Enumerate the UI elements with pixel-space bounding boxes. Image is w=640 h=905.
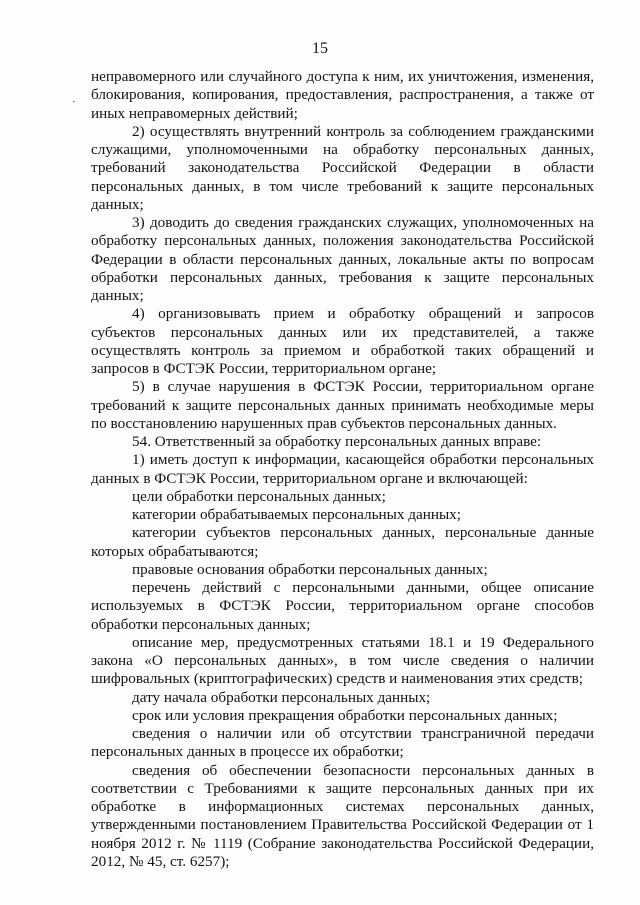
scan-mark-icon: ⋅	[72, 97, 76, 108]
list-item-data-categories: категории обрабатываемых персональных данных;	[132, 506, 461, 523]
list-item-termination: срок или условия прекращения обработки персональных данных;	[132, 706, 558, 724]
paragraph-continuation: неправомерного или случайного доступа к ним, их уничтожения, изменения, блокирования, копирования, предоставления, распространения, а также от иных неправомерных действий;	[91, 68, 594, 122]
paragraph-item-3: 3) доводить до сведения гражданских служащих, уполномоченных на обработку персональных данных, положения законодательства Российской Федерации в области персональных данных, локальные акты по вопросам обработки персональных данных, требования к защите персональных данных;	[91, 214, 594, 304]
document-body	[91, 68, 594, 871]
list-item-purposes: цели обработки персональных данных;	[132, 487, 386, 505]
list-item-start-date: дату начала обработки персональных данных;	[132, 688, 431, 706]
list-item-actions: перечень действий с персональными данными, общее описание используемых в ФСТЭК России, территориальном органе способов обработки персональных данных;	[91, 579, 594, 633]
list-item-measures: описание мер, предусмотренных статьями 18.1 и 19 Федерального закона «О персональных данных», в том числе сведения о наличии шифровальных (криптографических) средств и наименования этих средств;	[91, 633, 594, 688]
paragraph-item-4: 4) организовывать прием и обработку обращений и запросов субъектов персональных данных или их представителей, а также осуществлять контроль за приемом и обработкой таких обращений и запросов в ФСТЭК России, территориальном органе;	[91, 305, 594, 377]
list-item-security: сведения об обеспечении безопасности персональных данных в соответствии с Требованиями к защите персональных данных при их обработке в информационных системах персональных данных, утвержденными постановлением Правительства Российской Федерации от 1 ноября 2012 г. № 1119 (Собрание законодательства Российской Федерации, 2012, № 45, ст. 6257);	[91, 761, 594, 870]
page-number: 15	[312, 40, 328, 57]
paragraph-item-2: 2) осуществлять внутренний контроль за соблюдением гражданскими служащими, уполномоченными на обработку персональных данных, требований законодательства Российской Федерации в области персональных данных, в том числе требований к защите персональных данных;	[91, 122, 594, 213]
paragraph-item-5: 5) в случае нарушения в ФСТЭК России, территориальном органе требований к защите персональных данных принимать необходимые меры по восстановлению нарушенных прав субъектов персональных данных.	[91, 378, 594, 432]
paragraph-section-54: 54. Ответственный за обработку персональных данных вправе:	[132, 433, 542, 450]
list-item-cross-border: сведения о наличии или об отсутствии трансграничной передачи персональных данных в процессе их обработки;	[91, 725, 594, 761]
list-item-legal-grounds: правовые основания обработки персональных данных;	[132, 560, 488, 578]
list-item-subject-categories: категории субъектов персональных данных, персональные данные которых обрабатываются;	[91, 524, 594, 560]
paragraph-right-1: 1) иметь доступ к информации, касающейся обработки персональных данных в ФСТЭК России, территориальном органе и включающей:	[91, 451, 594, 487]
